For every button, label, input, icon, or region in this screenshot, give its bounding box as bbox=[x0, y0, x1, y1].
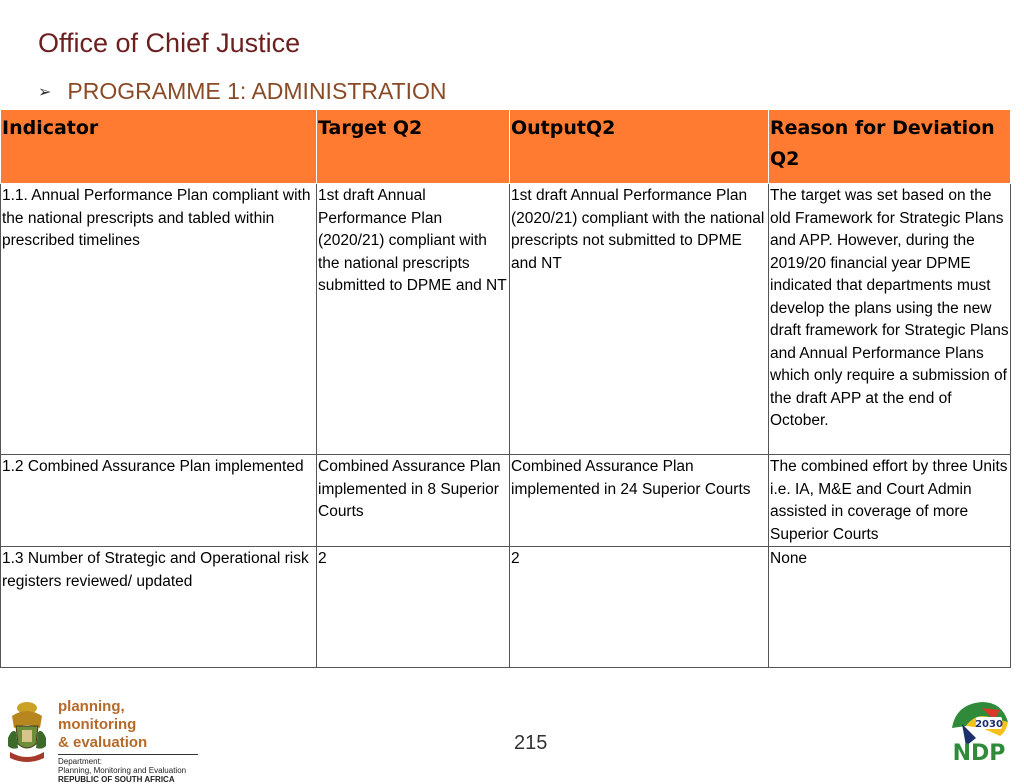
svg-text:NDP: NDP bbox=[952, 741, 1006, 764]
table-cell: 2 bbox=[317, 547, 510, 668]
section-heading-text: PROGRAMME 1: ADMINISTRATION bbox=[67, 78, 447, 104]
table-cell: 2 bbox=[510, 547, 769, 668]
dpme-logo-line4: Planning, Monitoring and Evaluation bbox=[58, 766, 187, 775]
dpme-logo-line3: Department: bbox=[58, 757, 103, 766]
svg-text:2030: 2030 bbox=[975, 719, 1003, 730]
dpme-logo-divider bbox=[58, 754, 198, 755]
table-cell: The combined effort by three Units i.e. IA, M&E and Court Admin assisted in coverage of more Superior Courts bbox=[769, 455, 1011, 547]
arrow-bullet-icon: ➢ bbox=[38, 83, 52, 101]
dpme-logo-line5: REPUBLIC OF SOUTH AFRICA bbox=[58, 775, 175, 784]
table-cell: The target was set based on the old Framework for Strategic Plans and APP. However, during the 2019/20 financial year DPME indicated that departments must develop the plans using the new draft framework for Strategic Plans and Annual Performance Plans which only require a submission of the draft APP at the end of October. bbox=[769, 184, 1011, 455]
table-row bbox=[1, 547, 1011, 668]
performance-table bbox=[0, 109, 1011, 668]
page-number: 215 bbox=[514, 732, 548, 754]
table-cell: 1.2 Combined Assurance Plan implemented bbox=[1, 455, 317, 547]
dpme-logo-line2: & evaluation bbox=[58, 734, 148, 751]
column-header-target: Target Q2 bbox=[317, 110, 510, 184]
table-cell: 1st draft Annual Performance Plan (2020/21) compliant with the national prescripts not submitted to DPME and NT bbox=[510, 184, 769, 455]
table-row bbox=[1, 455, 1011, 547]
column-header-reason: Reason for Deviation Q2 bbox=[769, 110, 1011, 184]
table-cell: Combined Assurance Plan implemented in 24 Superior Courts bbox=[510, 455, 769, 547]
coat-of-arms-icon bbox=[4, 698, 50, 764]
table-cell: 1.1. Annual Performance Plan compliant with the national prescripts and tabled within prescribed timelines bbox=[1, 184, 317, 455]
ndp-2030-logo bbox=[946, 698, 1012, 764]
table-cell: 1st draft Annual Performance Plan (2020/21) compliant with the national prescripts submitted to DPME and NT bbox=[317, 184, 510, 455]
column-header-indicator: Indicator bbox=[1, 110, 317, 184]
table-cell: None bbox=[769, 547, 1011, 668]
table-cell: 1.3 Number of Strategic and Operational risk registers reviewed/ updated bbox=[1, 547, 317, 668]
column-header-output: OutputQ2 bbox=[510, 110, 769, 184]
table-header-row bbox=[1, 110, 1011, 184]
dpme-logo-line1: planning, monitoring bbox=[58, 698, 137, 733]
section-heading bbox=[38, 78, 447, 105]
table-cell: Combined Assurance Plan implemented in 8 Superior Courts bbox=[317, 455, 510, 547]
table-row bbox=[1, 184, 1011, 455]
dpme-logo bbox=[4, 698, 204, 784]
page-title: Office of Chief Justice bbox=[38, 28, 301, 58]
